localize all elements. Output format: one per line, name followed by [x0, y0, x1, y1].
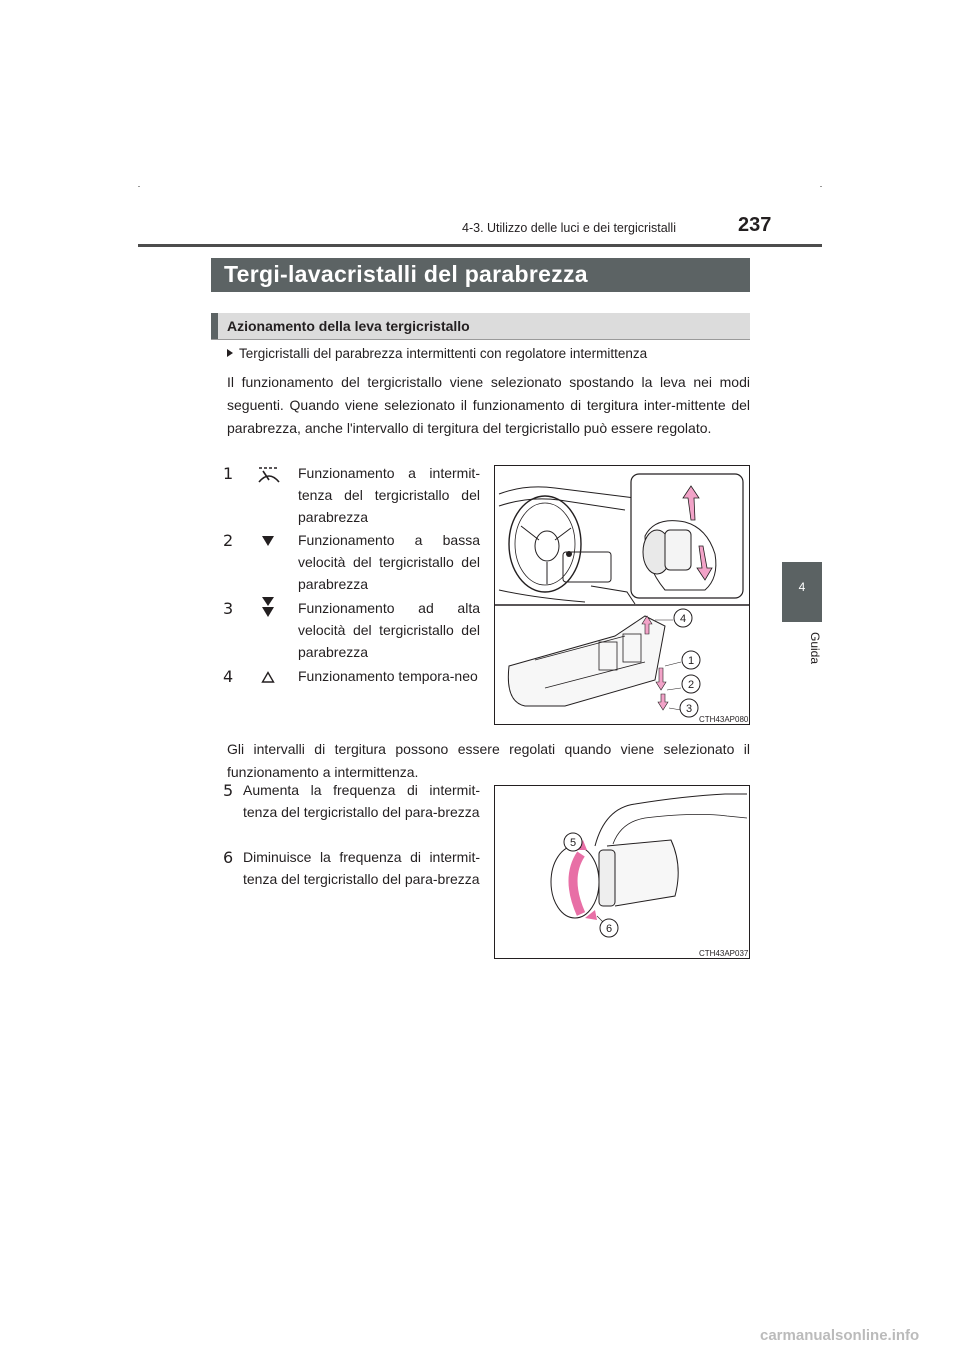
adjust-description: Diminuisce la frequenza di intermit-tenza del tergicristallo del para-brezza [243, 849, 480, 887]
watermark: carmanualsonline.info [760, 1327, 920, 1344]
mode-description: Funzionamento a intermit-tenza del tergicristallo del parabrezza [298, 465, 480, 525]
interval-dial-illustration [495, 786, 749, 958]
adjust-description: Aumenta la frequenza di intermit-tenza del tergicristallo del para-brezza [243, 782, 480, 820]
callout-5: 5 [569, 837, 577, 849]
callout-4: 4 [679, 613, 687, 625]
header-rule [138, 244, 822, 247]
bullet-text: Tergicristalli del parabrezza intermittenti con regolatore intermittenza [239, 346, 648, 361]
chapter-tab-label: Guida [808, 632, 822, 665]
adjust-number: 5 [223, 781, 234, 800]
figure-code: CTH43AP037 [699, 949, 749, 958]
callout-2: 2 [687, 679, 695, 691]
wiper-intermittent-icon [257, 466, 281, 484]
mode-number: 2 [223, 531, 234, 550]
wiper-high-speed-icon [261, 596, 275, 618]
bullet-item [227, 346, 647, 361]
bullet-triangle-icon [227, 349, 233, 357]
chapter-heading: 4-3. Utilizzo delle luci e dei tergicristalli [462, 221, 676, 235]
callout-6: 6 [605, 923, 613, 935]
callout-3: 3 [685, 703, 693, 715]
figure-code: CTH43AP080 [699, 715, 749, 724]
wiper-lever-illustration [495, 466, 749, 724]
mode-description: Funzionamento a bassa velocità del tergicristallo del parabrezza [298, 532, 480, 592]
adjust-number: 6 [223, 848, 234, 867]
section-title-bar [211, 258, 750, 292]
intro-paragraph: Il funzionamento del tergicristallo viene selezionato spostando la leva nei modi seguenti. Quando viene selezionato il funzionamento di tergitura inter-mittente del parabrezza, anche l'intervallo di tergitura del tergicristallo può essere regolato. [227, 374, 750, 436]
subsection-title-bar [211, 313, 750, 340]
section-title: Tergi-lavacristalli del parabrezza [224, 261, 588, 287]
interval-note: Gli intervalli di tergitura possono essere regolati quando viene selezionato il funzionamento a intermittenza. [227, 741, 750, 780]
crop-mark [138, 186, 140, 187]
wiper-mist-icon [261, 671, 275, 683]
interval-dial-figure [494, 785, 750, 959]
mode-description: Funzionamento ad alta velocità del tergicristallo del parabrezza [298, 600, 480, 660]
mode-number: 1 [223, 464, 234, 483]
wiper-lever-figure [494, 465, 750, 725]
page-number: 237 [738, 214, 772, 236]
crop-mark [820, 186, 822, 187]
chapter-tab[interactable] [782, 562, 822, 622]
mode-description: Funzionamento tempora-neo [298, 668, 478, 684]
subsection-title: Azionamento della leva tergicristallo [227, 318, 470, 334]
chapter-tab-number: 4 [798, 580, 806, 594]
mode-number: 3 [223, 599, 234, 618]
mode-number: 4 [223, 667, 234, 686]
callout-1: 1 [687, 655, 695, 667]
wiper-low-speed-icon [261, 535, 275, 547]
